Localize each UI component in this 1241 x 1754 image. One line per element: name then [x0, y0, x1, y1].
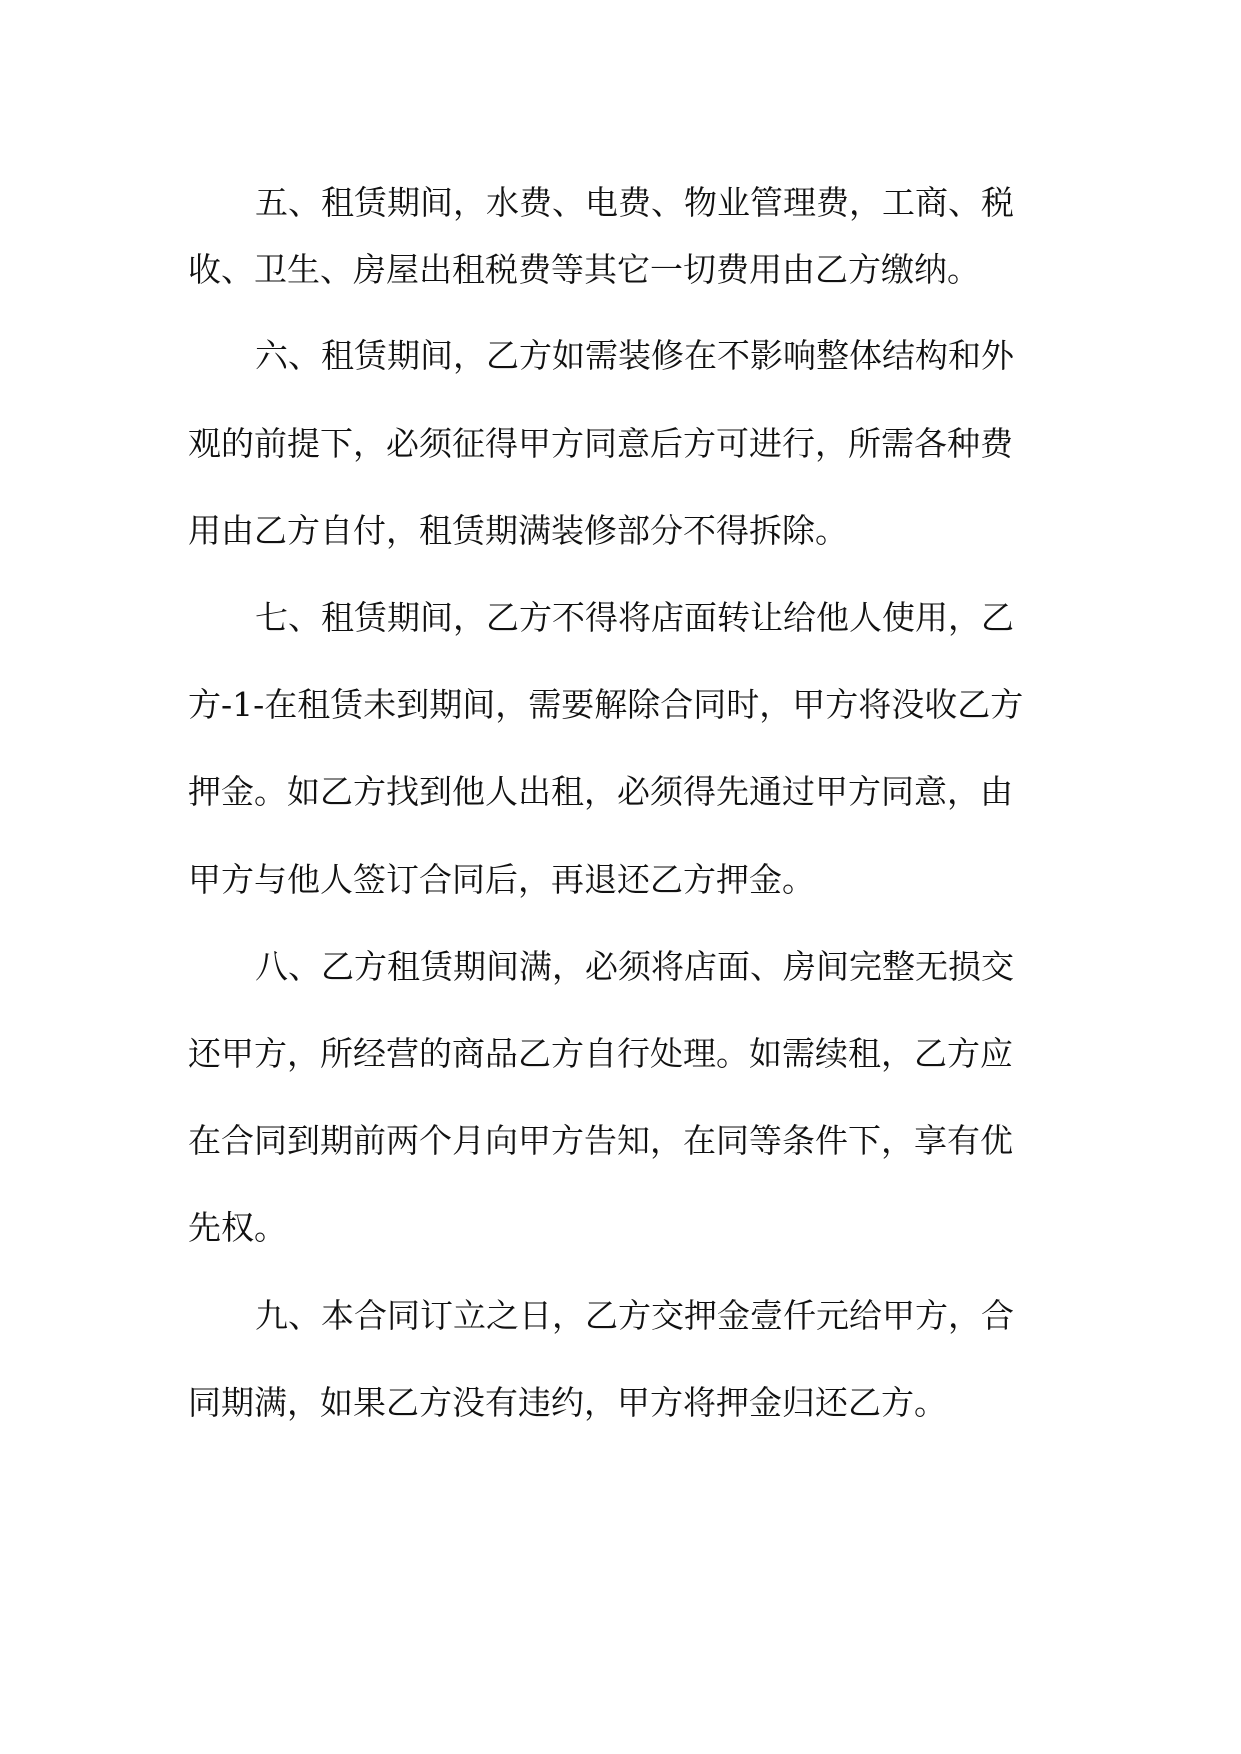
clause-9-line-2: 同期满，如果乙方没有违约，甲方将押金归还乙方。 [188, 1383, 947, 1422]
clause-7-line-2: 方-1-在租赁未到期间，需要解除合同时，甲方将没收乙方 [188, 685, 1024, 724]
clause-5-line-2: 收、卫生、房屋出租税费等其它一切费用由乙方缴纳。 [188, 250, 980, 289]
clause-8-line-4: 先权。 [188, 1208, 287, 1247]
clause-5-line-1: 五、租赁期间，水费、电费、物业管理费，工商、税 [255, 183, 1014, 222]
clause-6-line-3: 用由乙方自付，租赁期满装修部分不得拆除。 [188, 511, 848, 550]
clause-8-line-1: 八、乙方租赁期间满，必须将店面、房间完整无损交 [255, 947, 1014, 986]
clause-8-line-3: 在合同到期前两个月向甲方告知，在同等条件下，享有优 [188, 1121, 1013, 1160]
clause-7-line-1: 七、租赁期间，乙方不得将店面转让给他人使用，乙 [255, 598, 1014, 637]
clause-6-line-2: 观的前提下，必须征得甲方同意后方可进行，所需各种费 [188, 424, 1013, 463]
clause-8-line-2: 还甲方，所经营的商品乙方自行处理。如需续租，乙方应 [188, 1034, 1013, 1073]
clause-9-line-1: 九、本合同订立之日，乙方交押金壹仟元给甲方，合 [255, 1296, 1014, 1335]
clause-7-line-4: 甲方与他人签订合同后，再退还乙方押金。 [188, 860, 815, 899]
clause-6-line-1: 六、租赁期间，乙方如需装修在不影响整体结构和外 [255, 336, 1014, 375]
clause-7-line-3: 押金。如乙方找到他人出租，必须得先通过甲方同意，由 [188, 772, 1013, 811]
